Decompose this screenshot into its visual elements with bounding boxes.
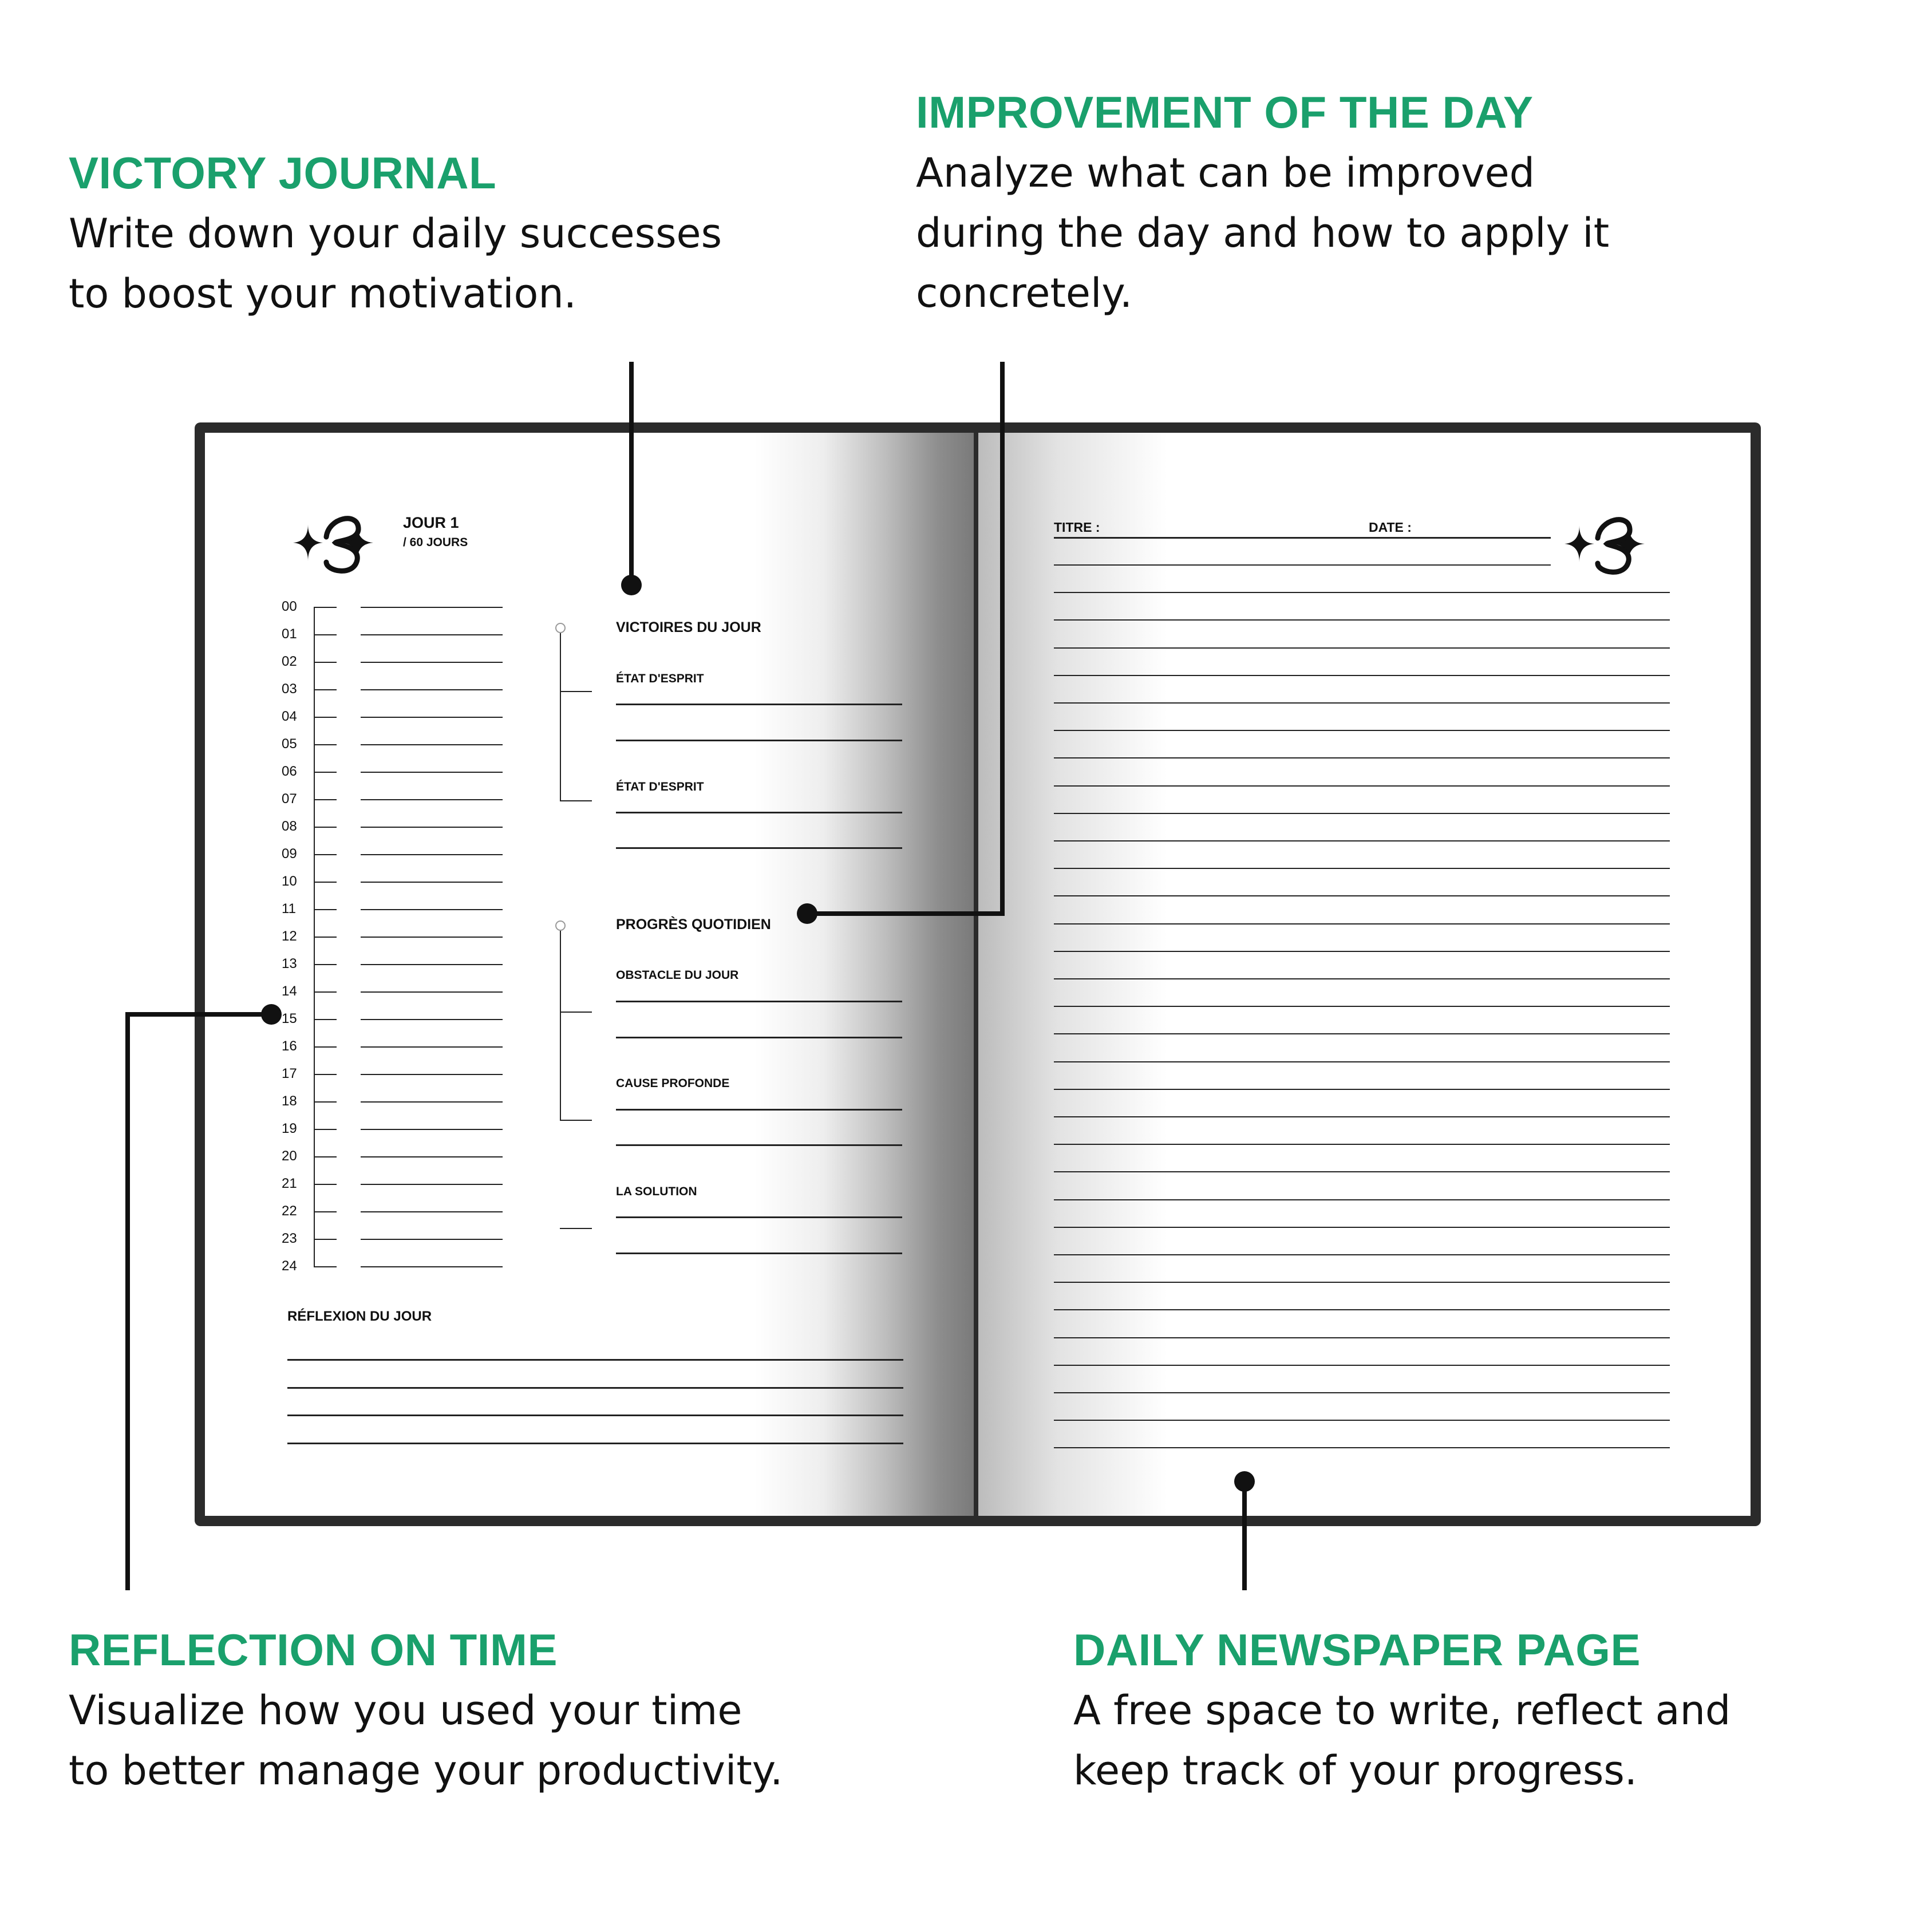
callout-heading: VICTORY JOURNAL	[69, 148, 497, 198]
hour-tick	[314, 717, 337, 718]
victories-branch	[560, 691, 592, 692]
progress-branch	[560, 1012, 592, 1013]
notebook-spine	[974, 433, 978, 1516]
hour-write-line	[361, 1239, 503, 1240]
callout-line: Visualize how you used your time	[69, 1686, 742, 1734]
hour-tick	[314, 827, 337, 828]
write-line	[616, 1144, 902, 1146]
callout-victory-journal	[69, 148, 722, 324]
hour-label: 19	[282, 1121, 297, 1136]
hour-tick	[314, 854, 337, 855]
hour-label: 20	[282, 1148, 297, 1164]
connector-dot	[797, 903, 817, 924]
hour-label: 18	[282, 1093, 297, 1109]
hour-label: 21	[282, 1176, 297, 1191]
write-line	[287, 1443, 903, 1444]
hour-label: 06	[282, 764, 297, 779]
hour-tick	[314, 689, 337, 690]
progress-title: PROGRÈS QUOTIDIEN	[616, 916, 771, 933]
hour-label: 24	[282, 1258, 297, 1274]
day-total: / 60 JOURS	[403, 536, 468, 549]
hour-tick	[314, 1129, 337, 1130]
ruled-line	[1054, 1254, 1670, 1255]
ruled-line	[1054, 730, 1670, 731]
hour-label: 02	[282, 654, 297, 669]
ruled-line	[1054, 1227, 1670, 1228]
callout-line: to boost your motivation.	[69, 270, 576, 317]
progress-branch	[560, 1120, 592, 1121]
ruled-line	[1054, 1089, 1670, 1090]
hour-label: 05	[282, 736, 297, 752]
hour-label: 13	[282, 956, 297, 971]
callout-heading: REFLECTION ON TIME	[69, 1625, 558, 1675]
hour-label: 23	[282, 1231, 297, 1246]
write-line	[616, 1109, 902, 1111]
hour-label: 22	[282, 1203, 297, 1219]
callout-line: Write down your daily successes	[69, 210, 722, 257]
ruled-line	[1054, 1392, 1670, 1393]
hour-write-line	[361, 1184, 503, 1185]
hour-tick	[314, 772, 337, 773]
hour-tick	[314, 744, 337, 745]
ruled-line	[1054, 1144, 1670, 1145]
left-page	[205, 433, 974, 1516]
hour-write-line	[361, 1046, 503, 1048]
hour-tick	[314, 1019, 337, 1020]
ruled-line	[1054, 675, 1670, 676]
callout-daily-newspaper-page	[1073, 1625, 1730, 1801]
ruled-line	[1054, 647, 1670, 649]
sparkle-loop-logo-icon	[1556, 508, 1660, 580]
hour-tick	[314, 1074, 337, 1075]
hour-tick	[314, 662, 337, 663]
write-line	[616, 704, 902, 705]
ruled-line	[1054, 1033, 1670, 1034]
callout-line: concretely.	[916, 269, 1133, 317]
ruled-line	[1054, 1061, 1670, 1062]
ruled-line	[1054, 813, 1670, 814]
connector-dot	[1234, 1471, 1255, 1492]
hour-tick	[314, 1211, 337, 1212]
solution-label: LA SOLUTION	[616, 1185, 697, 1198]
hour-write-line	[361, 744, 503, 745]
hour-tick	[314, 1239, 337, 1240]
hour-label: 16	[282, 1038, 297, 1054]
callout-line: keep track of your progress.	[1073, 1747, 1638, 1794]
connector-reflection-horizontal	[125, 1012, 273, 1017]
hour-label: 10	[282, 874, 297, 889]
hour-write-line	[361, 772, 503, 773]
write-line	[616, 740, 902, 741]
hour-tick	[314, 634, 337, 635]
progress-circle-icon	[555, 920, 566, 931]
hour-tick	[314, 1101, 337, 1103]
progress-bracket	[560, 931, 561, 1120]
open-notebook	[195, 422, 1761, 1526]
hour-label: 07	[282, 791, 297, 807]
hour-write-line	[361, 634, 503, 635]
hour-label: 09	[282, 846, 297, 862]
hour-tick	[314, 937, 337, 938]
hour-write-line	[361, 1211, 503, 1212]
hour-label: 15	[282, 1011, 297, 1026]
right-page	[978, 433, 1751, 1516]
ruled-line	[1054, 702, 1670, 704]
connector-dot	[261, 1004, 282, 1025]
hour-tick	[314, 964, 337, 965]
connector-victory-journal	[629, 362, 634, 585]
callout-heading: DAILY NEWSPAPER PAGE	[1073, 1625, 1641, 1675]
hour-tick	[314, 1184, 337, 1185]
callout-reflection-on-time	[69, 1625, 783, 1801]
ruled-line	[1054, 1171, 1670, 1172]
callout-description	[916, 143, 1609, 323]
hour-label: 01	[282, 626, 297, 642]
hour-write-line	[361, 1129, 503, 1130]
write-line	[287, 1387, 903, 1389]
hour-write-line	[361, 1019, 503, 1020]
hour-label: 14	[282, 983, 297, 999]
ruled-line	[1054, 1447, 1670, 1448]
hour-write-line	[361, 1074, 503, 1075]
ruled-line	[1054, 592, 1670, 593]
connector-newspaper	[1242, 1481, 1247, 1590]
victories-branch	[560, 800, 592, 801]
date-label: DATE :	[1369, 520, 1412, 535]
hour-label: 00	[282, 599, 297, 614]
victories-title: VICTOIRES DU JOUR	[616, 619, 761, 635]
write-line	[287, 1415, 903, 1416]
mindset-label: ÉTAT D'ESPRIT	[616, 672, 704, 685]
ruled-line	[1054, 1337, 1670, 1338]
hour-write-line	[361, 827, 503, 828]
connector-reflection	[125, 1012, 130, 1590]
write-line	[616, 812, 902, 813]
hour-write-line	[361, 717, 503, 718]
ruled-line	[1054, 1282, 1670, 1283]
hour-write-line	[361, 854, 503, 855]
ruled-line	[1054, 785, 1670, 787]
callout-heading: IMPROVEMENT OF THE DAY	[916, 87, 1534, 137]
callout-line: A free space to write, reflect and	[1073, 1686, 1731, 1734]
callout-line: Analyze what can be improved	[916, 149, 1535, 196]
ruled-line	[1054, 978, 1670, 979]
callout-description	[69, 1681, 783, 1801]
hour-write-line	[361, 937, 503, 938]
hour-write-line	[361, 689, 503, 690]
write-line	[616, 1216, 902, 1218]
callout-line: during the day and how to apply it	[916, 209, 1610, 256]
hour-write-line	[361, 607, 503, 608]
hour-label: 03	[282, 681, 297, 697]
connector-improvement-horizontal	[813, 911, 1005, 916]
mindset-label: ÉTAT D'ESPRIT	[616, 780, 704, 793]
callout-description	[69, 204, 722, 324]
ruled-line	[1054, 1006, 1670, 1007]
write-line	[616, 847, 902, 849]
ruled-line	[1054, 923, 1670, 924]
callout-line: to better manage your productivity.	[69, 1747, 783, 1794]
ruled-line	[1054, 757, 1670, 758]
title-label: TITRE :	[1054, 520, 1100, 535]
title-line	[1054, 537, 1551, 539]
sparkle-loop-logo-icon	[285, 507, 388, 579]
hour-label: 17	[282, 1066, 297, 1081]
hour-write-line	[361, 1101, 503, 1103]
hour-write-line	[361, 662, 503, 663]
obstacle-label: OBSTACLE DU JOUR	[616, 969, 739, 982]
hour-tick	[314, 1046, 337, 1048]
callout-improvement-of-the-day	[916, 87, 1609, 323]
ruled-line	[1054, 840, 1670, 841]
hour-label: 12	[282, 929, 297, 944]
hour-write-line	[361, 964, 503, 965]
hour-tick	[314, 882, 337, 883]
ruled-line	[1054, 1365, 1670, 1366]
hour-tick	[314, 1266, 337, 1267]
ruled-line	[1054, 1199, 1670, 1200]
hour-write-line	[361, 909, 503, 910]
hour-tick	[314, 991, 337, 993]
ruled-line	[1054, 564, 1551, 566]
write-line	[616, 1253, 902, 1254]
hour-tick	[314, 799, 337, 800]
hour-label: 04	[282, 709, 297, 724]
callout-description	[1073, 1681, 1730, 1801]
hour-label: 11	[282, 901, 296, 916]
hour-tick	[314, 909, 337, 910]
hour-label: 08	[282, 819, 297, 834]
write-line	[616, 1037, 902, 1038]
victories-bracket	[560, 633, 561, 801]
cause-label: CAUSE PROFONDE	[616, 1077, 730, 1090]
connector-dot	[621, 575, 642, 595]
day-label: JOUR 1	[403, 514, 459, 531]
ruled-line	[1054, 1309, 1670, 1310]
ruled-line	[1054, 1116, 1670, 1117]
write-line	[287, 1359, 903, 1361]
ruled-line	[1054, 951, 1670, 952]
hour-write-line	[361, 882, 503, 883]
progress-branch	[560, 1228, 592, 1229]
ruled-line	[1054, 895, 1670, 896]
hour-write-line	[361, 991, 503, 993]
ruled-line	[1054, 1420, 1670, 1421]
write-line	[616, 1001, 902, 1002]
hour-write-line	[361, 799, 503, 800]
connector-improvement	[1000, 362, 1005, 916]
reflection-title: RÉFLEXION DU JOUR	[287, 1309, 432, 1324]
ruled-line	[1054, 619, 1670, 621]
victories-circle-icon	[555, 623, 566, 633]
hour-write-line	[361, 1156, 503, 1157]
ruled-line	[1054, 868, 1670, 869]
hour-tick	[314, 1156, 337, 1157]
hour-write-line	[361, 1266, 503, 1267]
hour-tick	[314, 607, 337, 608]
